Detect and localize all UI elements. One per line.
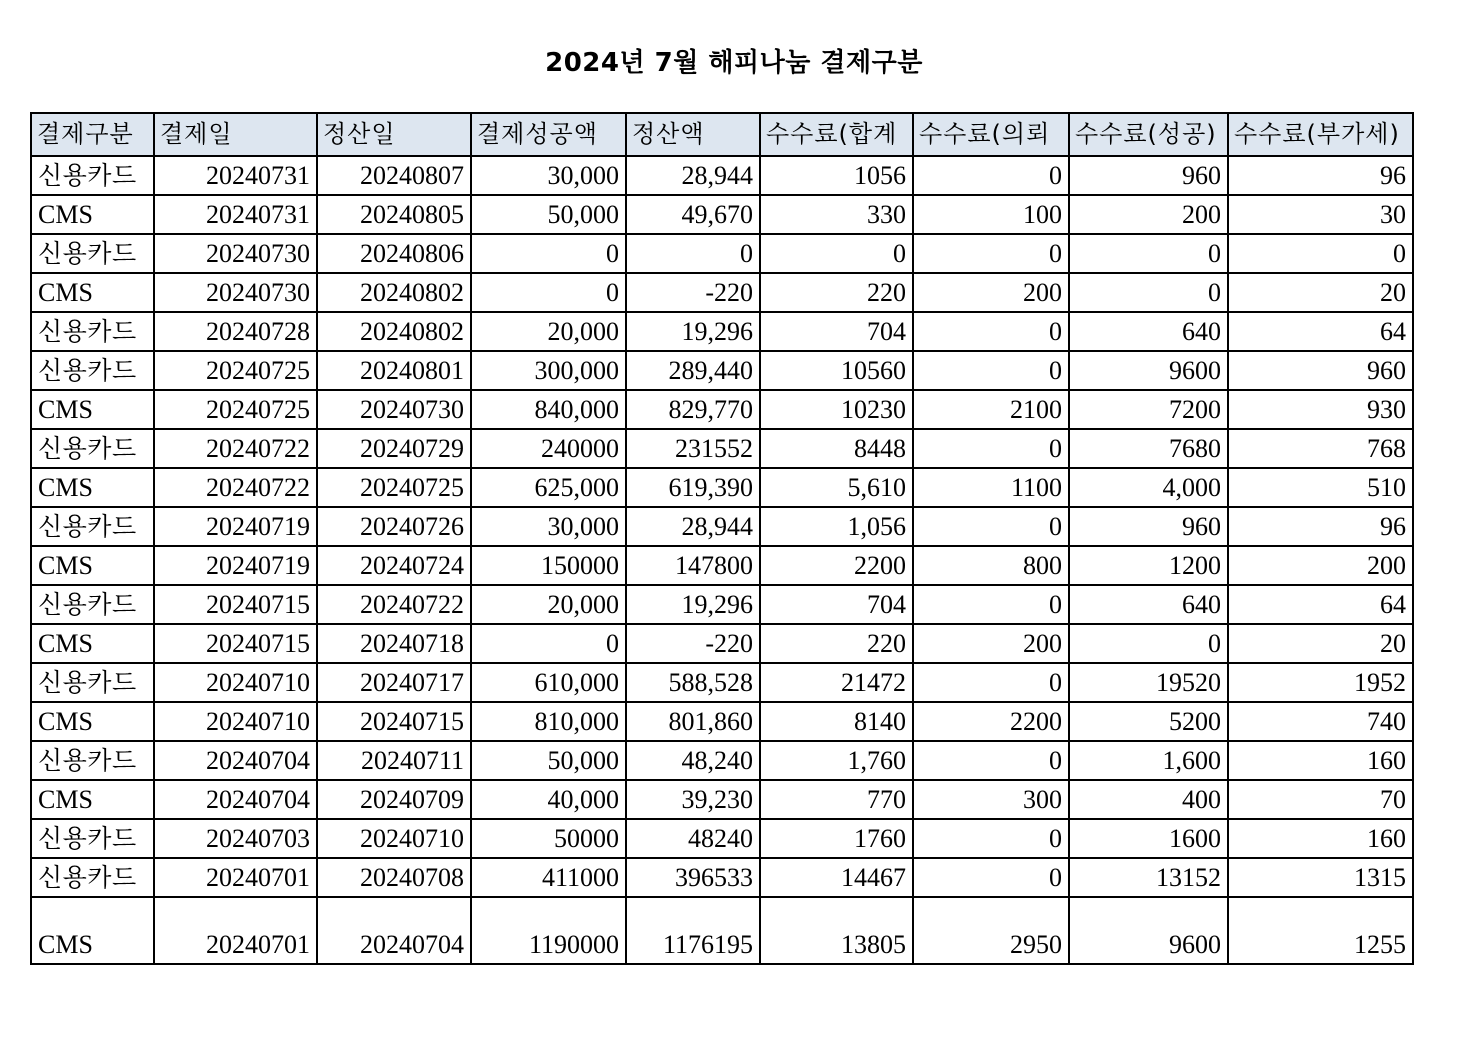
table-row (31, 897, 1413, 964)
payment-amount-cell: 411000 (471, 858, 626, 897)
settlement-amount-cell: -220 (626, 624, 760, 663)
settlement-date-cell: 20240710 (317, 819, 471, 858)
fee-vat-cell: 160 (1228, 741, 1413, 780)
fee-request-cell: 2100 (913, 390, 1069, 429)
fee-request-cell: 800 (913, 546, 1069, 585)
payment-type-cell: CMS (31, 546, 154, 585)
fee-total-cell: 1056 (760, 156, 913, 195)
payment-type-cell: CMS (31, 195, 154, 234)
payment-amount-cell: 50000 (471, 819, 626, 858)
fee-total-cell: 2200 (760, 546, 913, 585)
payment-date-cell: 20240701 (154, 897, 317, 964)
fee-success-cell: 5200 (1069, 702, 1228, 741)
payment-type-cell: 신용카드 (31, 507, 154, 546)
settlement-amount-cell: 28,944 (626, 507, 760, 546)
fee-request-cell: 0 (913, 741, 1069, 780)
payment-amount-cell: 50,000 (471, 195, 626, 234)
fee-request-cell: 0 (913, 585, 1069, 624)
fee-vat-cell: 0 (1228, 234, 1413, 273)
payment-date-cell: 20240704 (154, 741, 317, 780)
fee-request-cell: 200 (913, 273, 1069, 312)
payment-type-cell: 신용카드 (31, 741, 154, 780)
fee-total-cell: 330 (760, 195, 913, 234)
payment-date-cell: 20240701 (154, 858, 317, 897)
fee-request-cell: 2200 (913, 702, 1069, 741)
fee-vat-cell: 960 (1228, 351, 1413, 390)
settlement-amount-cell: 49,670 (626, 195, 760, 234)
fee-success-cell: 7680 (1069, 429, 1228, 468)
settlement-date-cell: 20240708 (317, 858, 471, 897)
fee-total-cell: 21472 (760, 663, 913, 702)
payment-date-cell: 20240730 (154, 273, 317, 312)
fee-vat-cell: 64 (1228, 312, 1413, 351)
fee-total-cell: 13805 (760, 897, 913, 964)
settlement-date-cell: 20240725 (317, 468, 471, 507)
fee-total-cell: 1,760 (760, 741, 913, 780)
table-row (31, 507, 1413, 546)
payment-date-cell: 20240731 (154, 195, 317, 234)
payment-type-cell: 신용카드 (31, 234, 154, 273)
table-row (31, 819, 1413, 858)
fee-total-cell: 14467 (760, 858, 913, 897)
settlement-amount-cell: 619,390 (626, 468, 760, 507)
table-row (31, 702, 1413, 741)
settlement-date-cell: 20240711 (317, 741, 471, 780)
table-row (31, 273, 1413, 312)
payment-amount-cell: 50,000 (471, 741, 626, 780)
payment-amount-cell: 30,000 (471, 507, 626, 546)
fee-success-cell: 960 (1069, 156, 1228, 195)
fee-request-cell: 0 (913, 858, 1069, 897)
fee-success-cell: 0 (1069, 624, 1228, 663)
settlement-amount-cell: 39,230 (626, 780, 760, 819)
fee-request-cell: 200 (913, 624, 1069, 663)
fee-vat-cell: 70 (1228, 780, 1413, 819)
payment-type-cell: 신용카드 (31, 429, 154, 468)
fee-vat-cell: 20 (1228, 624, 1413, 663)
page-title: 2024년 7월 해피나눔 결제구분 (545, 48, 923, 78)
payment-amount-cell: 0 (471, 273, 626, 312)
table-row (31, 780, 1413, 819)
fee-success-cell: 0 (1069, 273, 1228, 312)
header-cell: 수수료(부가세) (1228, 113, 1413, 156)
fee-total-cell: 1,056 (760, 507, 913, 546)
payment-type-cell: CMS (31, 624, 154, 663)
fee-vat-cell: 1255 (1228, 897, 1413, 964)
fee-total-cell: 704 (760, 585, 913, 624)
fee-total-cell: 8448 (760, 429, 913, 468)
payment-date-cell: 20240722 (154, 429, 317, 468)
table-row (31, 468, 1413, 507)
header-cell: 수수료(의뢰 (913, 113, 1069, 156)
settlement-amount-cell: 289,440 (626, 351, 760, 390)
fee-vat-cell: 930 (1228, 390, 1413, 429)
payment-amount-cell: 625,000 (471, 468, 626, 507)
payment-amount-cell: 20,000 (471, 312, 626, 351)
fee-total-cell: 770 (760, 780, 913, 819)
fee-success-cell: 19520 (1069, 663, 1228, 702)
fee-vat-cell: 200 (1228, 546, 1413, 585)
payment-amount-cell: 20,000 (471, 585, 626, 624)
settlement-amount-cell: 1176195 (626, 897, 760, 964)
payment-date-cell: 20240715 (154, 585, 317, 624)
payment-amount-cell: 240000 (471, 429, 626, 468)
settlement-date-cell: 20240704 (317, 897, 471, 964)
fee-vat-cell: 30 (1228, 195, 1413, 234)
settlement-date-cell: 20240726 (317, 507, 471, 546)
fee-vat-cell: 96 (1228, 156, 1413, 195)
payment-type-cell: 신용카드 (31, 351, 154, 390)
header-cell: 결제구분 (31, 113, 154, 156)
table-row (31, 585, 1413, 624)
settlement-date-cell: 20240807 (317, 156, 471, 195)
fee-success-cell: 1,600 (1069, 741, 1228, 780)
header-cell: 정산액 (626, 113, 760, 156)
fee-success-cell: 4,000 (1069, 468, 1228, 507)
settlement-amount-cell: 231552 (626, 429, 760, 468)
table-row (31, 156, 1413, 195)
fee-vat-cell: 20 (1228, 273, 1413, 312)
settlement-amount-cell: 19,296 (626, 585, 760, 624)
payment-amount-cell: 300,000 (471, 351, 626, 390)
payment-type-cell: CMS (31, 897, 154, 964)
payment-amount-cell: 0 (471, 624, 626, 663)
payment-type-cell: CMS (31, 702, 154, 741)
settlement-date-cell: 20240802 (317, 312, 471, 351)
table-row (31, 429, 1413, 468)
fee-total-cell: 0 (760, 234, 913, 273)
settlement-amount-cell: 396533 (626, 858, 760, 897)
fee-request-cell: 0 (913, 663, 1069, 702)
fee-vat-cell: 1315 (1228, 858, 1413, 897)
fee-success-cell: 7200 (1069, 390, 1228, 429)
settlement-date-cell: 20240802 (317, 273, 471, 312)
fee-request-cell: 0 (913, 234, 1069, 273)
settlement-date-cell: 20240806 (317, 234, 471, 273)
settlement-date-cell: 20240717 (317, 663, 471, 702)
fee-vat-cell: 160 (1228, 819, 1413, 858)
payment-type-cell: 신용카드 (31, 312, 154, 351)
payment-date-cell: 20240710 (154, 663, 317, 702)
settlement-date-cell: 20240715 (317, 702, 471, 741)
settlement-amount-cell: 0 (626, 234, 760, 273)
settlement-amount-cell: 28,944 (626, 156, 760, 195)
fee-success-cell: 13152 (1069, 858, 1228, 897)
payment-type-cell: CMS (31, 273, 154, 312)
fee-success-cell: 9600 (1069, 351, 1228, 390)
fee-vat-cell: 768 (1228, 429, 1413, 468)
table-row (31, 741, 1413, 780)
payment-date-cell: 20240725 (154, 351, 317, 390)
header-cell: 결제성공액 (471, 113, 626, 156)
fee-request-cell: 100 (913, 195, 1069, 234)
fee-request-cell: 0 (913, 156, 1069, 195)
payment-type-cell: CMS (31, 468, 154, 507)
fee-success-cell: 640 (1069, 585, 1228, 624)
payment-amount-cell: 1190000 (471, 897, 626, 964)
fee-vat-cell: 64 (1228, 585, 1413, 624)
fee-request-cell: 0 (913, 507, 1069, 546)
fee-total-cell: 10560 (760, 351, 913, 390)
settlement-amount-cell: -220 (626, 273, 760, 312)
payment-amount-cell: 40,000 (471, 780, 626, 819)
fee-request-cell: 0 (913, 351, 1069, 390)
table-row (31, 546, 1413, 585)
table-body (31, 156, 1413, 964)
fee-total-cell: 220 (760, 624, 913, 663)
payment-date-cell: 20240722 (154, 468, 317, 507)
payment-type-cell: 신용카드 (31, 663, 154, 702)
table-row (31, 390, 1413, 429)
settlement-amount-cell: 48,240 (626, 741, 760, 780)
payment-date-cell: 20240731 (154, 156, 317, 195)
fee-total-cell: 704 (760, 312, 913, 351)
fee-request-cell: 2950 (913, 897, 1069, 964)
settlement-amount-cell: 829,770 (626, 390, 760, 429)
payment-date-cell: 20240728 (154, 312, 317, 351)
fee-success-cell: 1200 (1069, 546, 1228, 585)
fee-success-cell: 960 (1069, 507, 1228, 546)
settlement-amount-cell: 48240 (626, 819, 760, 858)
fee-success-cell: 0 (1069, 234, 1228, 273)
header-cell: 수수료(합계 (760, 113, 913, 156)
payment-amount-cell: 0 (471, 234, 626, 273)
fee-success-cell: 400 (1069, 780, 1228, 819)
payment-date-cell: 20240725 (154, 390, 317, 429)
settlement-date-cell: 20240722 (317, 585, 471, 624)
payment-date-cell: 20240710 (154, 702, 317, 741)
payment-type-cell: CMS (31, 390, 154, 429)
table-row (31, 195, 1413, 234)
settlement-date-cell: 20240730 (317, 390, 471, 429)
payment-date-cell: 20240719 (154, 507, 317, 546)
payment-date-cell: 20240730 (154, 234, 317, 273)
fee-total-cell: 220 (760, 273, 913, 312)
payment-type-cell: 신용카드 (31, 858, 154, 897)
fee-total-cell: 1760 (760, 819, 913, 858)
fee-vat-cell: 740 (1228, 702, 1413, 741)
payment-amount-cell: 150000 (471, 546, 626, 585)
payment-amount-cell: 840,000 (471, 390, 626, 429)
fee-vat-cell: 96 (1228, 507, 1413, 546)
header-cell: 정산일 (317, 113, 471, 156)
fee-total-cell: 5,610 (760, 468, 913, 507)
fee-total-cell: 10230 (760, 390, 913, 429)
payment-type-cell: 신용카드 (31, 156, 154, 195)
table-row (31, 312, 1413, 351)
settlement-date-cell: 20240801 (317, 351, 471, 390)
payment-date-cell: 20240703 (154, 819, 317, 858)
fee-vat-cell: 1952 (1228, 663, 1413, 702)
fee-total-cell: 8140 (760, 702, 913, 741)
payment-type-cell: 신용카드 (31, 819, 154, 858)
table-row (31, 351, 1413, 390)
fee-success-cell: 640 (1069, 312, 1228, 351)
header-cell: 결제일 (154, 113, 317, 156)
settlement-date-cell: 20240729 (317, 429, 471, 468)
settlement-date-cell: 20240805 (317, 195, 471, 234)
payment-type-cell: 신용카드 (31, 585, 154, 624)
fee-success-cell: 200 (1069, 195, 1228, 234)
fee-request-cell: 1100 (913, 468, 1069, 507)
table-row (31, 858, 1413, 897)
header-row (31, 113, 1413, 156)
fee-vat-cell: 510 (1228, 468, 1413, 507)
header-cell: 수수료(성공) (1069, 113, 1228, 156)
fee-request-cell: 0 (913, 819, 1069, 858)
payment-type-cell: CMS (31, 780, 154, 819)
fee-request-cell: 0 (913, 312, 1069, 351)
payment-table (30, 112, 1414, 965)
table-row (31, 663, 1413, 702)
fee-request-cell: 300 (913, 780, 1069, 819)
settlement-date-cell: 20240724 (317, 546, 471, 585)
settlement-date-cell: 20240709 (317, 780, 471, 819)
settlement-date-cell: 20240718 (317, 624, 471, 663)
settlement-amount-cell: 801,860 (626, 702, 760, 741)
fee-request-cell: 0 (913, 429, 1069, 468)
payment-amount-cell: 30,000 (471, 156, 626, 195)
settlement-amount-cell: 147800 (626, 546, 760, 585)
settlement-amount-cell: 19,296 (626, 312, 760, 351)
payment-amount-cell: 610,000 (471, 663, 626, 702)
table-row (31, 234, 1413, 273)
settlement-amount-cell: 588,528 (626, 663, 760, 702)
fee-success-cell: 9600 (1069, 897, 1228, 964)
fee-success-cell: 1600 (1069, 819, 1228, 858)
payment-amount-cell: 810,000 (471, 702, 626, 741)
payment-date-cell: 20240704 (154, 780, 317, 819)
payment-date-cell: 20240715 (154, 624, 317, 663)
payment-date-cell: 20240719 (154, 546, 317, 585)
table-row (31, 624, 1413, 663)
